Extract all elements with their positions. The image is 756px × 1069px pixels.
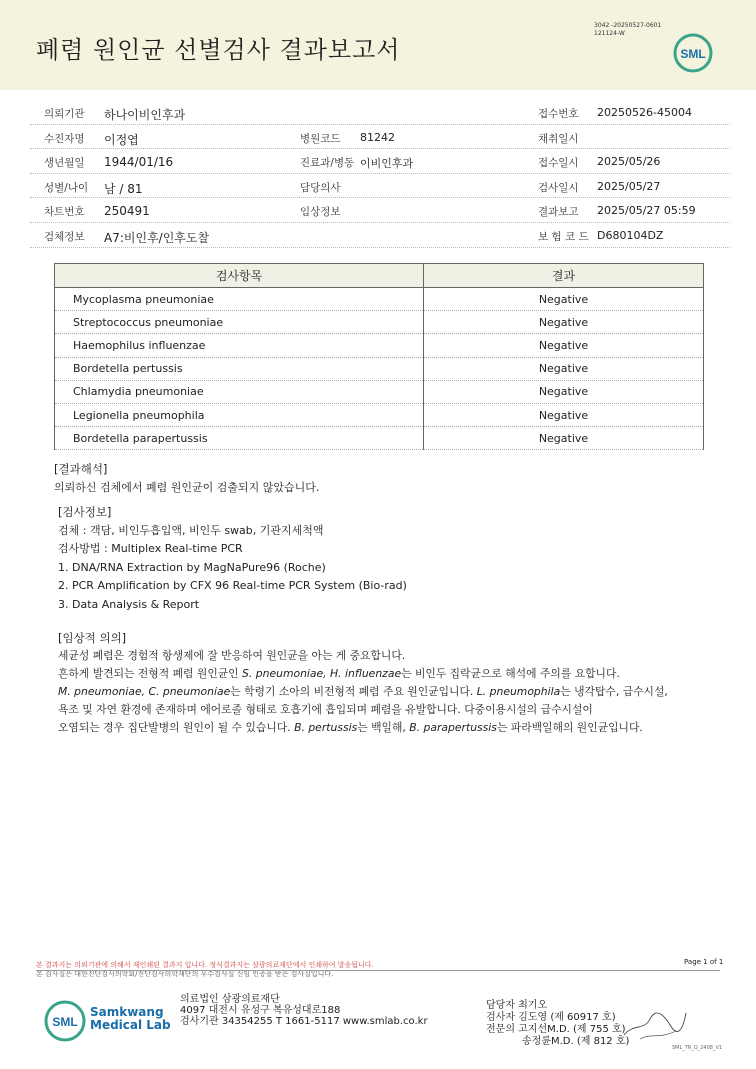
info-label: 병원코드 [300, 132, 341, 145]
company-name-line-1: Samkwang [90, 1005, 164, 1019]
info-label: 진료과/병동 [300, 157, 355, 170]
document-code-line-1: 3042 -20250527-0601 [594, 22, 662, 29]
info-row [30, 223, 730, 248]
staff-line-1: 담당자 최기오 [486, 1000, 548, 1011]
info-row [30, 174, 730, 199]
info-label: 의뢰기관 [44, 108, 85, 120]
document-code [594, 22, 661, 38]
test-info-line: 3. Data Analysis & Report [58, 597, 200, 611]
test-info-section [58, 503, 407, 614]
company-name-line-2: Medical Lab [90, 1018, 171, 1032]
test-item: Legionella pneumophila [55, 403, 424, 426]
info-value: 1944/01/16 [104, 155, 174, 170]
reprint-note-line-1: 본 결과지는 의뢰기관에 의해서 재인쇄된 결과지 입니다. 정식결과지는 삼광의료재단에서 인쇄하여 발송됩니다. [36, 961, 374, 969]
test-info-line: 1. DNA/RNA Extraction by MagNaPure96 (Roche) [58, 560, 326, 574]
staff-line-3: 전문의 고지선M.D. (제 755 호) [486, 1024, 626, 1035]
info-label: 접수번호 [538, 108, 579, 120]
info-value: 2025/05/26 [597, 155, 661, 169]
sml-logo-text: SML [680, 47, 706, 61]
info-row [30, 125, 730, 150]
result-row [55, 403, 704, 426]
clinical-line-4: 욕조 및 자연 환경에 존재하며 에어로졸 형태로 호흡기에 흡입되며 폐렴을 유발합니다. 다중이용시설의 급수시설이 [58, 703, 593, 716]
clinical-line-5: 오염되는 경우 집단발병의 원인이 될 수 있습니다. B. pertussis는 백일해, B. parapertussis는 파라백일해의 원인균입니다. [58, 721, 643, 734]
clinical-heading: [임상적 의의] [58, 631, 127, 645]
test-result: Negative [424, 311, 704, 334]
info-label: 접수일시 [538, 157, 579, 170]
info-value: 250491 [104, 204, 150, 219]
result-row [55, 311, 704, 334]
test-item: Chlamydia pneumoniae [55, 380, 424, 403]
test-result: Negative [424, 357, 704, 380]
info-label: 수진자명 [44, 132, 85, 145]
sml-logo-icon [673, 33, 713, 73]
lab-address [180, 994, 428, 1027]
info-row [30, 149, 730, 174]
staff-line-4: 송정륜M.D. (제 812 호) [522, 1036, 630, 1047]
interpretation-section [54, 460, 319, 497]
info-value: D680104DZ [597, 228, 664, 242]
result-row [55, 380, 704, 403]
result-row [55, 427, 704, 450]
info-value: 하나이비인후과 [104, 108, 186, 122]
info-value: A7:비인후/인후도찰 [104, 230, 210, 245]
clinical-line-3: M. pneumoniae, C. pneumoniae는 학령기 소아의 비전형적 폐렴 주요 원인균입니다. L. pneumophila는 냉각탑수, 급수시설, [58, 685, 668, 698]
interpretation-heading: [결과해석] [54, 462, 108, 476]
clinical-line-2: 흔하게 발견되는 전형적 폐렴 원인균인 S. pneumoniae, H. influenzae는 비인두 집락균으로 해석에 주의를 요합니다. [58, 667, 620, 680]
test-info-line: 검사방법 : Multiplex Real-time PCR [58, 542, 243, 555]
reprint-note-line-2: 본 검사실은 대한진단검사의학회/진단검사의학재단의 우수검사실 신임 인증을 받은 검사실입니다. [36, 970, 334, 978]
results-table [54, 263, 704, 450]
info-label: 검체정보 [44, 230, 85, 243]
info-value: 이비인후과 [360, 157, 414, 171]
info-value: 이정엽 [104, 132, 139, 147]
signature-icon [620, 1005, 690, 1045]
result-row [55, 288, 704, 311]
address-line-1: 의료법인 삼광의료재단 [180, 994, 280, 1005]
info-label: 채취일시 [538, 132, 579, 145]
info-value: 81242 [360, 130, 395, 144]
info-row [30, 100, 730, 125]
column-header-result: 결과 [424, 264, 704, 288]
info-label: 담당의사 [300, 181, 341, 194]
staff-list [486, 1000, 629, 1048]
address-line-3: 검사기관 34354255 T 1661-5117 www.smlab.co.kr [180, 1016, 428, 1027]
interpretation-text: 의뢰하신 검체에서 폐렴 원인균이 검출되지 않았습니다. [54, 480, 320, 494]
company-name [90, 1006, 171, 1032]
form-code: SML_TR_Q_2408_V1 [672, 1045, 723, 1051]
info-label: 검사일시 [538, 181, 579, 194]
clinical-line-1: 세균성 폐렴은 경험적 항생제에 잘 반응하여 원인균을 아는 게 중요합니다. [58, 649, 406, 662]
result-row [55, 357, 704, 380]
info-row [30, 198, 730, 223]
patient-info [30, 100, 730, 248]
test-item: Bordetella parapertussis [55, 427, 424, 450]
results-header-row [55, 264, 704, 288]
column-header-item: 검사항목 [55, 264, 424, 288]
info-label: 생년월일 [44, 157, 85, 170]
clinical-section [58, 629, 668, 737]
info-label: 차트번호 [44, 206, 85, 219]
info-value: 남 / 81 [104, 181, 143, 196]
test-result: Negative [424, 334, 704, 357]
test-item: Streptococcus pneumoniae [55, 311, 424, 334]
result-row [55, 334, 704, 357]
staff-line-2: 검사자 김도영 (제 60917 호) [486, 1012, 616, 1023]
test-info-heading: [검사정보] [58, 505, 112, 519]
info-value: 20250526-45004 [597, 106, 692, 119]
test-info-line: 검체 : 객담, 비인두흡입액, 비인두 swab, 기관지세척액 [58, 523, 324, 537]
sml-footer-logo-icon [44, 1000, 86, 1042]
info-label: 결과보고 [538, 206, 579, 219]
test-item: Bordetella pertussis [55, 357, 424, 380]
info-label: 임상정보 [300, 206, 341, 219]
test-item: Haemophilus influenzae [55, 334, 424, 357]
address-line-2: 4097 대전시 유성구 복유성대로188 [180, 1005, 341, 1016]
footer-divider [36, 970, 720, 971]
info-label: 보 험 코 드 [538, 230, 589, 243]
sml-footer-logo-text: SML [52, 1015, 78, 1029]
report-title: 폐렴 원인균 선별검사 결과보고서 [36, 36, 401, 64]
page-number: Page 1 of 1 [684, 958, 724, 966]
test-result: Negative [424, 403, 704, 426]
test-result: Negative [424, 380, 704, 403]
info-label: 성별/나이 [44, 181, 89, 194]
report-header [0, 0, 756, 90]
test-result: Negative [424, 288, 704, 311]
info-value: 2025/05/27 05:59 [597, 204, 696, 218]
test-result: Negative [424, 427, 704, 450]
test-item: Mycoplasma pneumoniae [55, 288, 424, 311]
test-info-line: 2. PCR Amplification by CFX 96 Real-time PCR System (Bio-rad) [58, 579, 407, 592]
info-value: 2025/05/27 [597, 179, 661, 193]
document-code-line-2: 121124-W [594, 30, 625, 37]
